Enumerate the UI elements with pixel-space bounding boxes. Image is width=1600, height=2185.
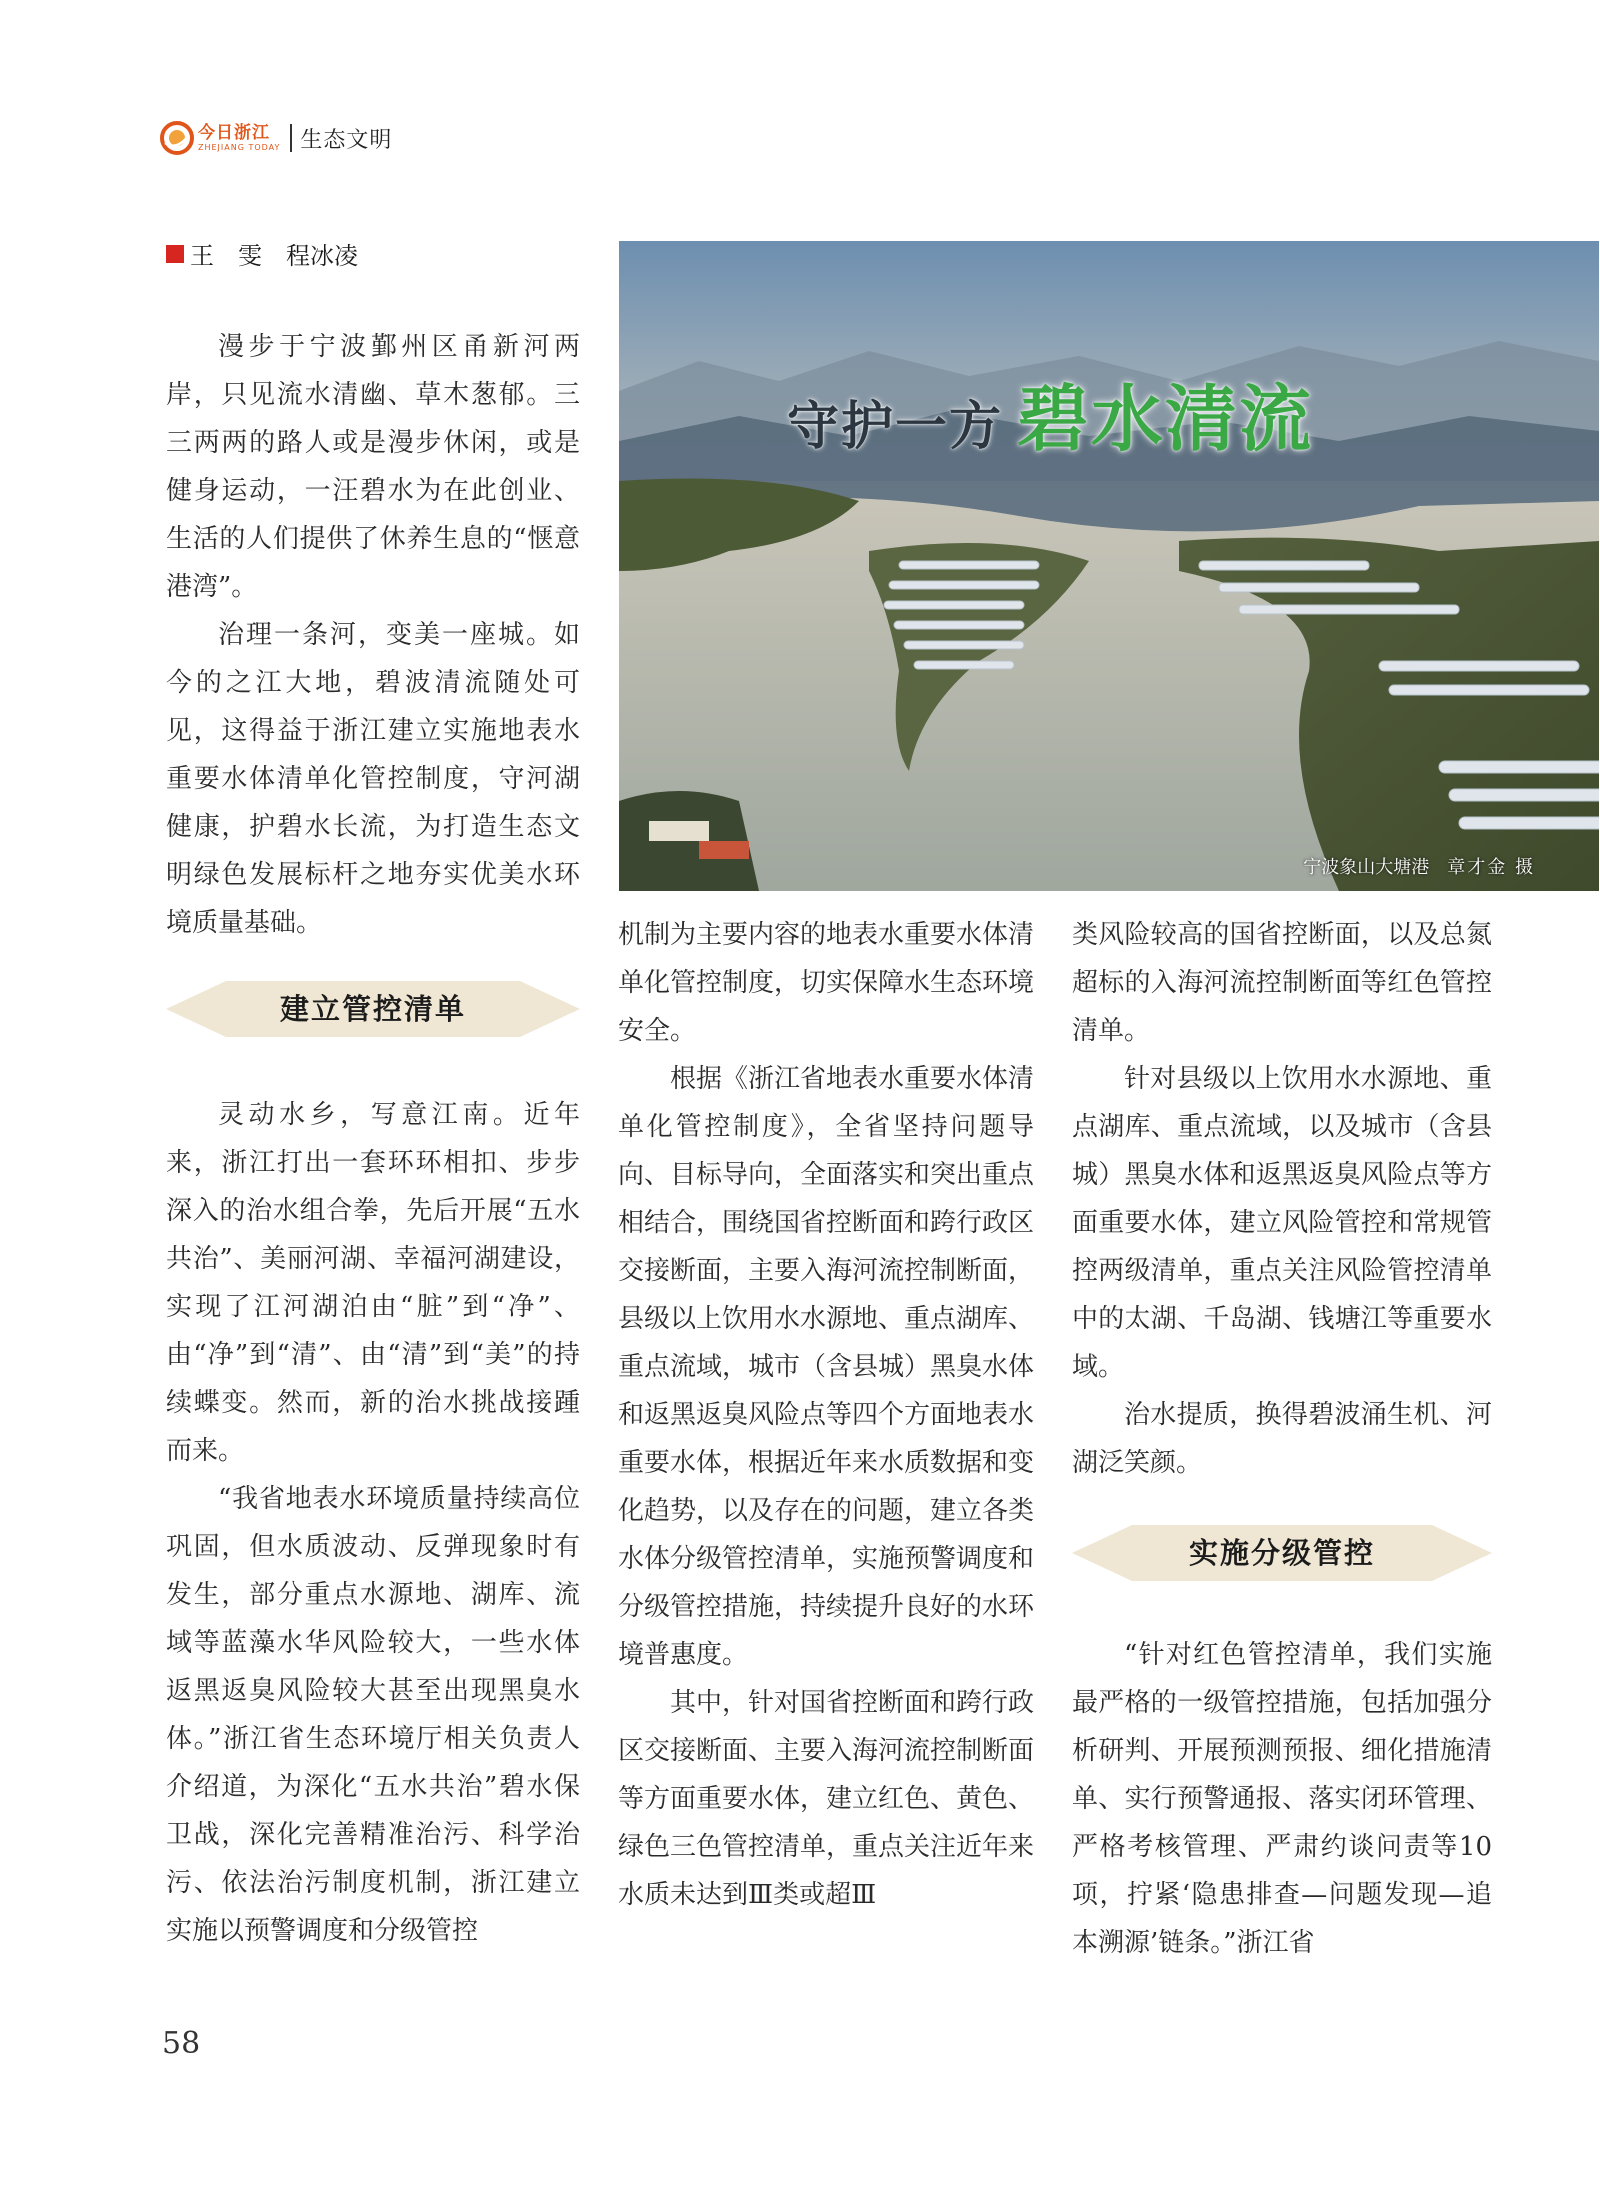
section-heading-banner [1072, 1521, 1492, 1585]
byline [166, 236, 358, 271]
aerial-landscape-image [619, 241, 1599, 891]
page-number: 58 [162, 2026, 201, 2061]
section-heading-banner [166, 977, 580, 1041]
paragraph: 其中，针对国省控断面和跨行政区交接断面、主要入海河流控制断面等方面重要水体，建立红色、黄色、绿色三色管控清单，重点关注近年来水质未达到Ⅲ类或超Ⅲ [618, 1688, 1035, 1910]
paragraph: 灵动水乡，写意江南。近年来，浙江打出一套环环相扣、步步深入的治水组合拳，先后开展“五水共治”、美丽河湖、幸福河湖建设，实现了江河湖泊由“脏”到“净”、由“净”到“清”、由“清”到“美”的持续蝶变。然而，新的治水挑战接踵而来。 [166, 1100, 580, 1466]
paragraph-continued: 类风险较高的国省控断面，以及总氮超标的入海河流控制断面等红色管控清单。 [1072, 920, 1492, 1046]
article-column-3 [1072, 911, 1492, 1967]
header-divider [290, 124, 292, 152]
article-column-1 [166, 323, 580, 1955]
logo-title: 今日浙江 [198, 122, 270, 143]
page-header [160, 118, 392, 158]
caption-credit: 章才金 摄 [1447, 857, 1535, 878]
logo-subtitle: ZHEJIANG TODAY [198, 142, 281, 152]
paragraph-continued: 机制为主要内容的地表水重要水体清单化管控制度，切实保障水生态环境安全。 [618, 920, 1035, 1046]
section-heading: 实施分级管控 [1188, 1536, 1375, 1570]
headline-part-2: 碧水清流 [1017, 377, 1314, 461]
photo-headline [787, 361, 1313, 465]
section-heading: 建立管控清单 [279, 992, 466, 1026]
section-name: 生态文明 [300, 127, 393, 153]
headline-part-1: 守护一方 [787, 396, 1004, 457]
magazine-logo [160, 121, 280, 155]
feature-photo [619, 241, 1599, 891]
paragraph: “针对红色管控清单，我们实施最严格的一级管控措施，包括加强分析研判、开展预测预报、细化措施清单、实行预警通报、落实闭环管理、严格考核管理、严肃约谈问责等10项，拧紧‘隐患排查—问题发现—追本溯源’链条。”浙江省 [1072, 1640, 1492, 1958]
article-column-2 [618, 911, 1034, 1919]
byline-text: 王 雯 程冰凌 [190, 242, 358, 270]
paragraph: 治水提质，换得碧波涌生机、河湖泛笑颜。 [1072, 1400, 1492, 1478]
paragraph: 治理一条河，变美一座城。如今的之江大地，碧波清流随处可见，这得益于浙江建立实施地表水重要水体清单化管控制度，守河湖健康，护碧水长流，为打造生态文明绿色发展标杆之地夯实优美水环境质量基础。 [166, 620, 580, 938]
paragraph: “我省地表水环境质量持续高位巩固，但水质波动、反弹现象时有发生，部分重点水源地、湖库、流域等蓝藻水华风险较大，一些水体返黑返臭风险较大甚至出现黑臭水体。”浙江省生态环境厅相关负责人介绍道，为深化“五水共治”碧水保卫战，深化完善精准治污、科学治污、依法治污制度机制，浙江建立实施以预警调度和分级管控 [166, 1484, 580, 1946]
byline-marker-icon [166, 245, 184, 263]
caption-location: 宁波象山大塘港 [1303, 857, 1430, 878]
logo-swirl-icon [160, 121, 194, 155]
paragraph: 根据《浙江省地表水重要水体清单化管控制度》，全省坚持问题导向、目标导向，全面落实和突出重点相结合，围绕国省控断面和跨行政区交接断面，主要入海河流控制断面，县级以上饮用水水源地、重点湖库、重点流域，城市（含县城）黑臭水体和返黑返臭风险点等四个方面地表水重要水体，根据近年来水质数据和变化趋势，以及存在的问题，建立各类水体分级管控清单，实施预警调度和分级管控措施，持续提升良好的水环境普惠度。 [618, 1064, 1035, 1670]
photo-caption [1303, 853, 1535, 879]
paragraph: 漫步于宁波鄞州区甬新河两岸，只见流水清幽、草木葱郁。三三两两的路人或是漫步休闲，或是健身运动，一汪碧水为在此创业、生活的人们提供了休养生息的“惬意港湾”。 [166, 332, 580, 602]
paragraph: 针对县级以上饮用水水源地、重点湖库、重点流域，以及城市（含县城）黑臭水体和返黑返臭风险点等方面重要水体，建立风险管控和常规管控两级清单，重点关注风险管控清单中的太湖、千岛湖、钱塘江等重要水域。 [1072, 1064, 1492, 1382]
